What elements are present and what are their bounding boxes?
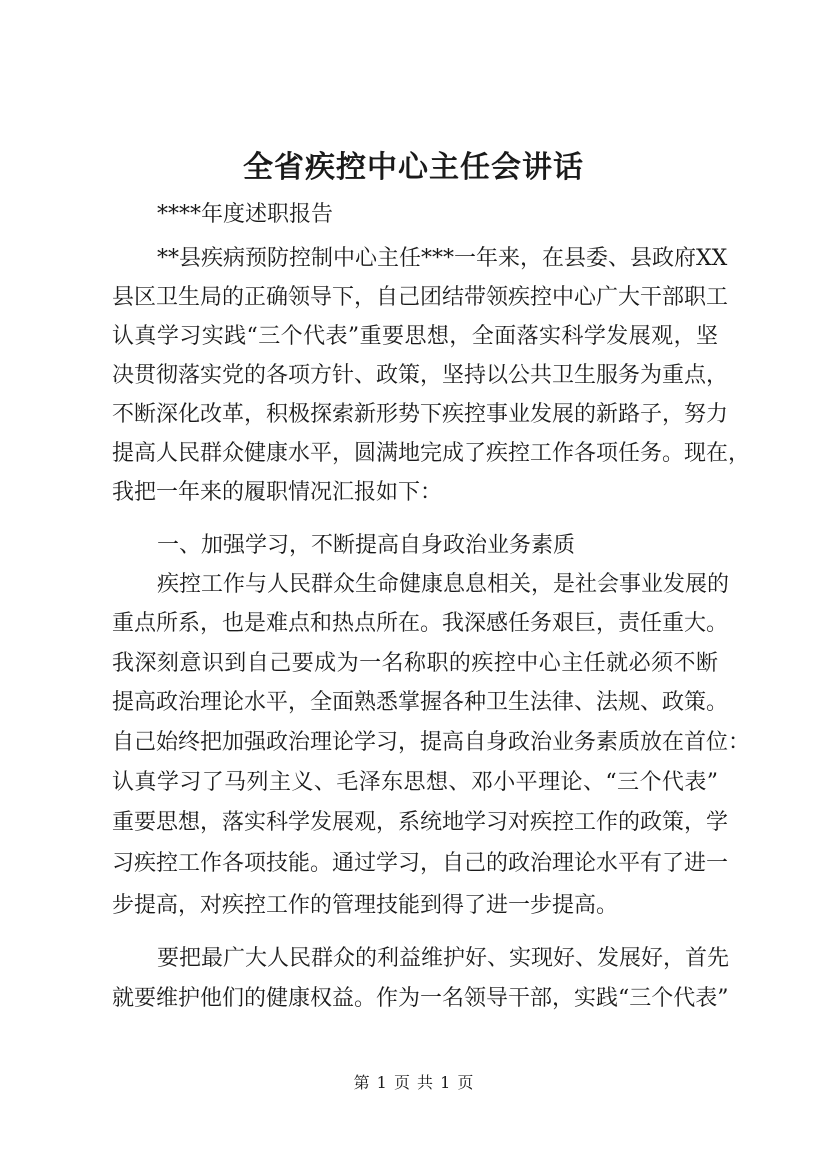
body-line: 认真学习实践“三个代表”重要思想，全面落实科学发展观，坚	[112, 324, 718, 349]
body-line: 不断深化改革，积极探索新形势下疾控事业发展的新路子，努力	[112, 402, 729, 427]
body-line: 重要思想，落实科学发展观，系统地学习对疾控工作的政策，学	[112, 810, 729, 835]
body-line: 认真学习了马列主义、毛泽东思想、邓小平理论、“三个代表”	[112, 770, 718, 795]
body-line: 要把最广大人民群众的利益维护好、实现好、发展好，首先	[157, 946, 730, 971]
body-line: 自己始终把加强政治理论学习，提高自身政治业务素质放在首位：	[112, 730, 751, 755]
subtitle-line: ****年度述职报告	[157, 202, 334, 227]
body-line: 步提高，对疾控工作的管理技能到得了进一步提高。	[112, 893, 619, 918]
body-line: 就要维护他们的健康权益。作为一名领导干部，实践“三个代表”	[112, 986, 729, 1011]
body-line: 我深刻意识到自己要成为一名称职的疾控中心主任就必须不断	[112, 651, 718, 676]
body-line: 提高政治理论水平，全面熟悉掌握各种卫生法律、法规、政策。	[112, 690, 729, 715]
body-line: 提高人民群众健康水平，圆满地完成了疾控工作各项任务。现在，	[112, 441, 751, 466]
body-line: 习疾控工作各项技能。通过学习，自己的政治理论水平有了进一	[112, 851, 729, 876]
body-line: 我把一年来的履职情况汇报如下：	[112, 480, 443, 505]
body-line: 重点所系，也是难点和热点所在。我深感任务艰巨，责任重大。	[112, 611, 729, 636]
page-number-footer: 第 1 页 共 1 页	[353, 1073, 474, 1092]
document-title: 全省疾控中心主任会讲话	[243, 150, 584, 185]
body-line: 县区卫生局的正确领导下，自己团结带领疾控中心广大干部职工	[112, 285, 729, 310]
body-line: **县疾病预防控制中心主任***一年来，在县委、县政府XX	[157, 246, 728, 271]
section-heading: 一、加强学习，不断提高自身政治业务素质	[157, 533, 576, 558]
body-line: 决贯彻落实党的各项方针、政策，坚持以公共卫生服务为重点，	[112, 363, 729, 388]
body-line: 疾控工作与人民群众生命健康息息相关，是社会事业发展的	[157, 572, 730, 597]
